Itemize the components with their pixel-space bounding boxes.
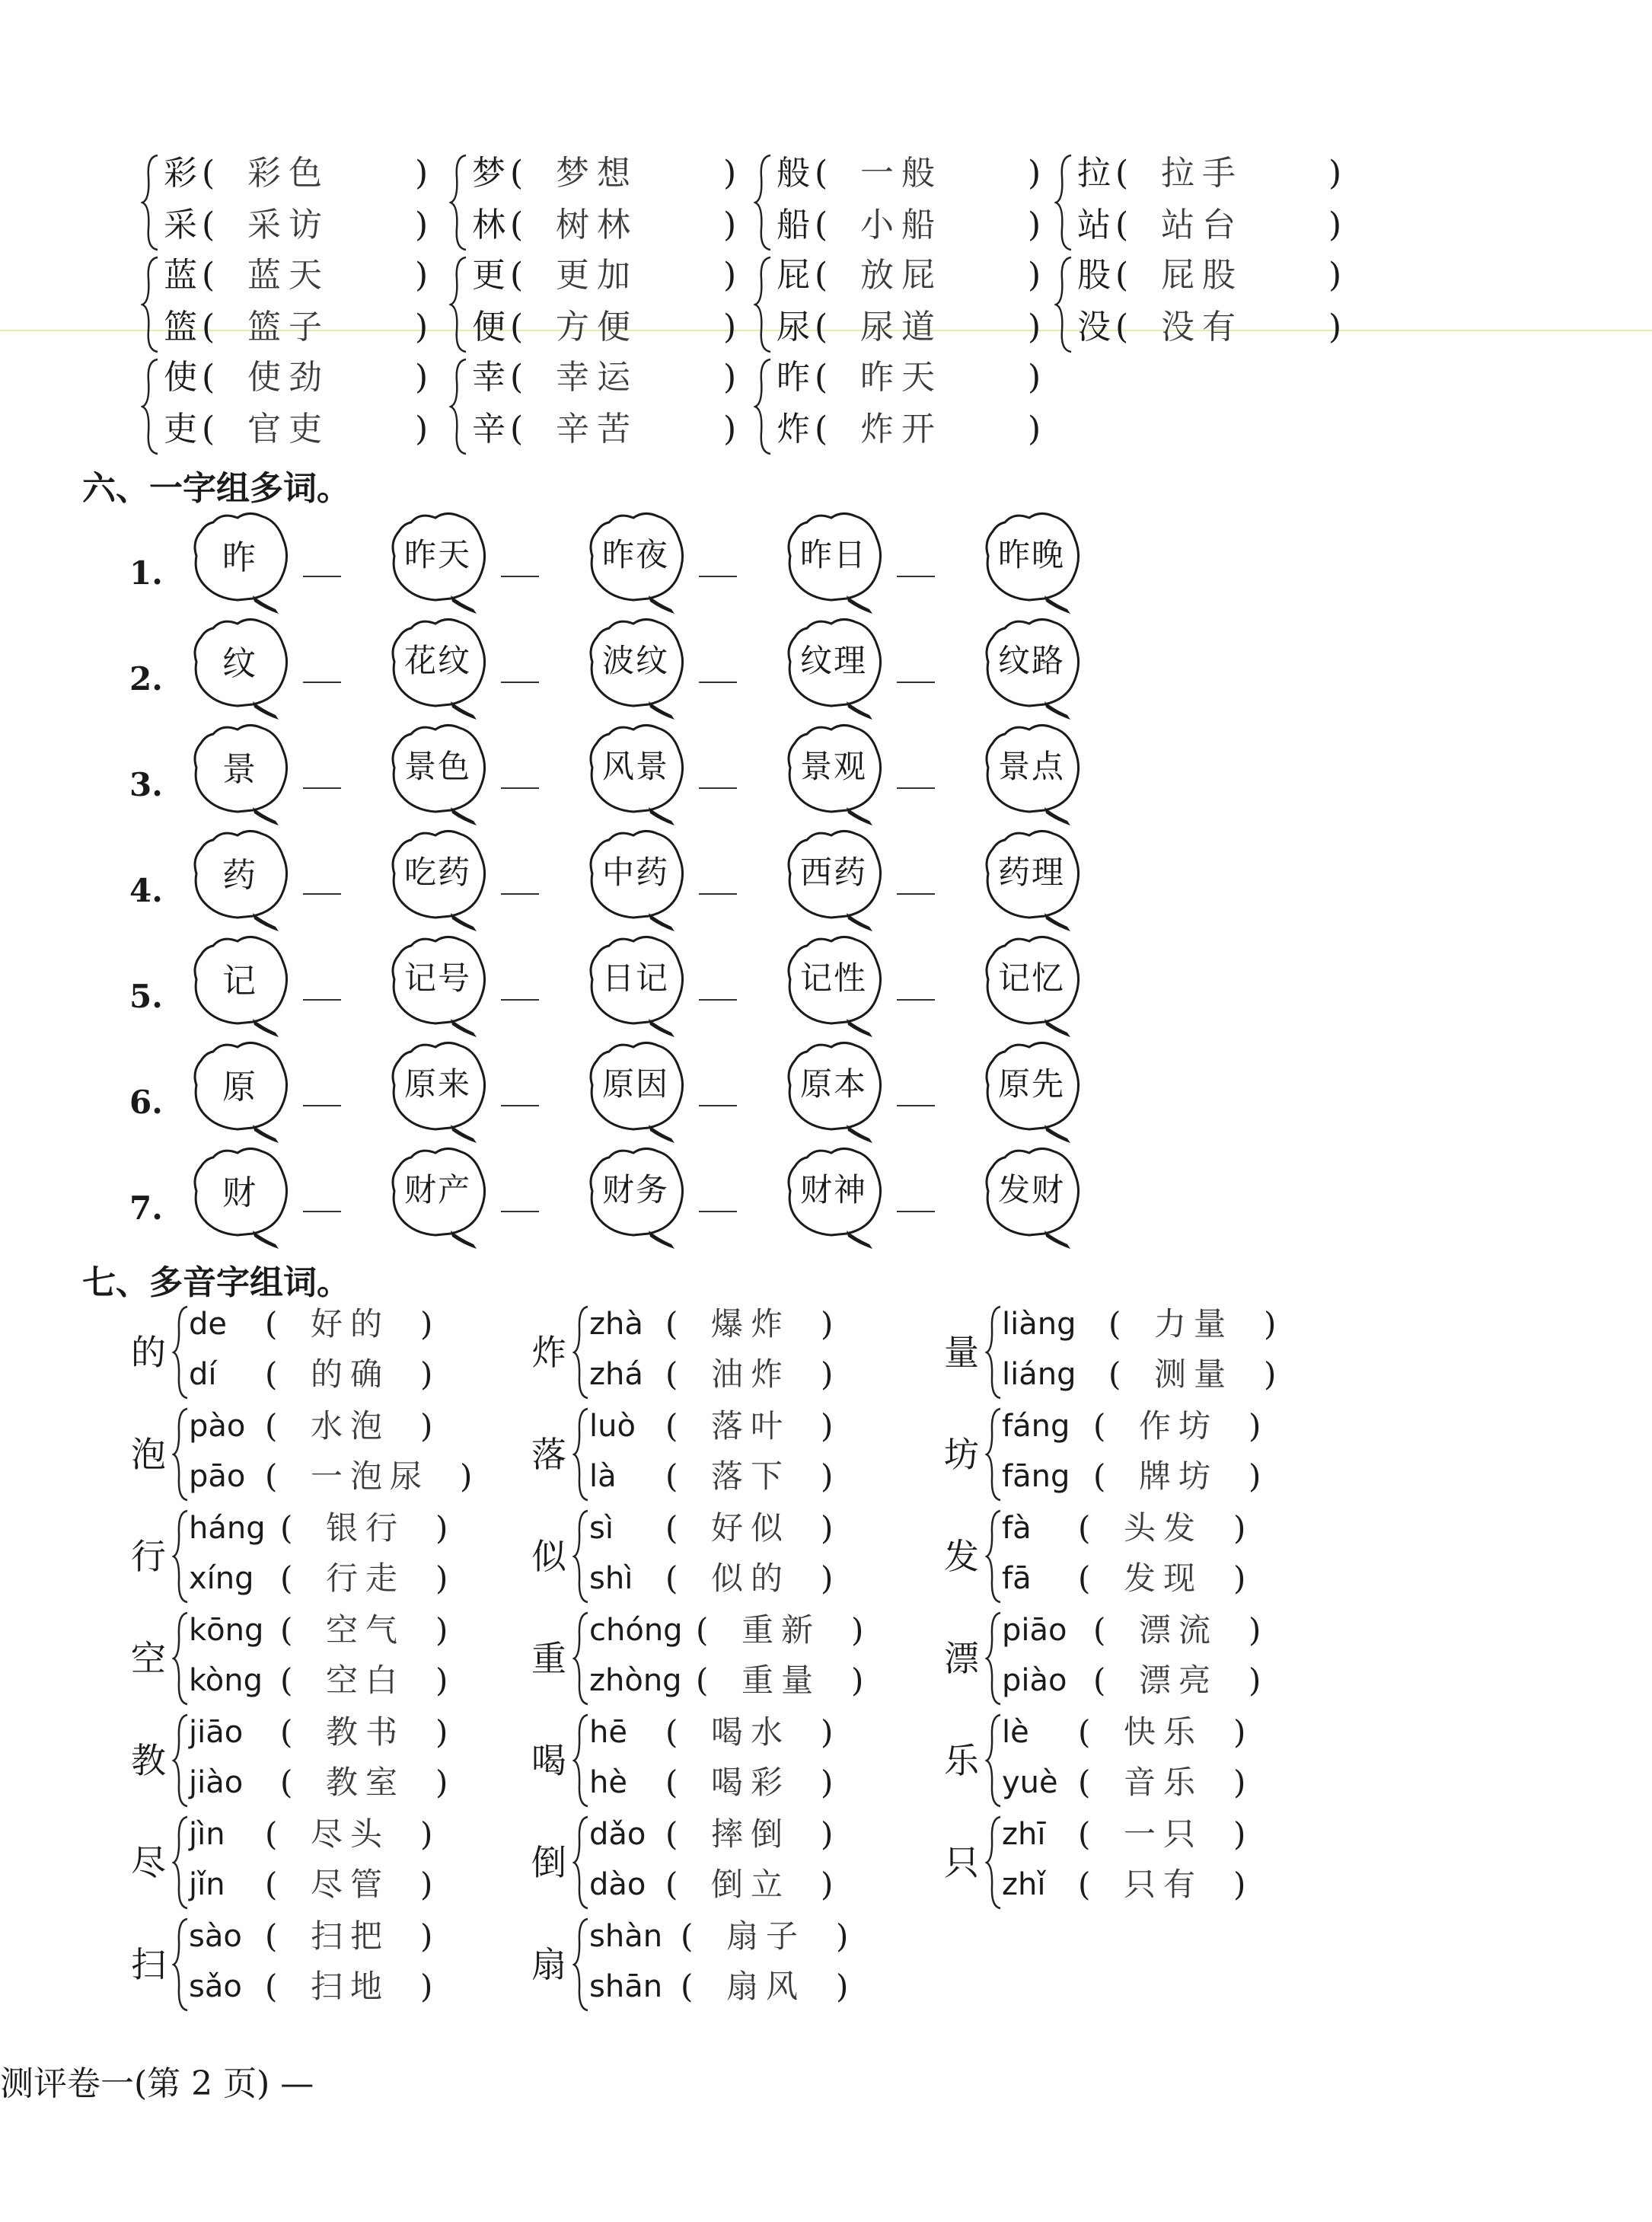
brace-icon (985, 1305, 1002, 1400)
leaf-word (579, 826, 700, 933)
connector-line (897, 893, 935, 895)
connector-line (501, 787, 539, 789)
polyphonic-char: 炸 (531, 1332, 566, 1373)
answer-text: 好的 (311, 1305, 391, 1342)
leaf-text: 昨日 (799, 536, 867, 573)
answer-text: 摔倒 (711, 1815, 791, 1853)
leaf-text: 昨 (222, 538, 257, 577)
brace-icon (572, 1713, 589, 1808)
answer-text: 作坊 (1139, 1407, 1219, 1445)
pair-item: 更 ( 更加 ) 便 ( 方便 ) (449, 251, 738, 358)
answer-text: 落下 (711, 1457, 791, 1495)
pinyin-text: chóng (589, 1613, 683, 1648)
leaf-text: 原 (222, 1068, 257, 1106)
answer-text: 尽头 (311, 1815, 391, 1853)
answer-text: 篮子 (247, 308, 330, 346)
pinyin-text: dǎo (589, 1817, 646, 1852)
answer-text: 银行 (326, 1509, 406, 1547)
polyphonic-char: 重 (531, 1638, 566, 1679)
pinyin-text: fāng (1002, 1459, 1070, 1494)
pinyin-text: zhá (589, 1357, 643, 1392)
leaf-text: 财 (222, 1173, 257, 1212)
leaf-word (777, 720, 898, 827)
connector-line (699, 893, 737, 895)
pair-item: 蓝 ( 蓝天 ) 篮 ( 篮子 ) (141, 251, 430, 358)
answer-text: 水泡 (311, 1407, 391, 1445)
leaf-root-char (183, 1038, 305, 1145)
connector-line (699, 1211, 737, 1212)
answer-text: 音乐 (1124, 1764, 1204, 1801)
brace-icon (572, 1509, 589, 1604)
leaf-word (381, 1144, 502, 1250)
brace-icon (141, 358, 161, 455)
leaf-text: 昨天 (403, 536, 471, 573)
pinyin-text: fā (1002, 1561, 1032, 1596)
pinyin-text: kòng (189, 1663, 263, 1698)
pinyin-text: fà (1002, 1511, 1032, 1546)
section-6-heading: 六、一字组多词。 (82, 469, 350, 508)
answer-text: 的确 (311, 1355, 391, 1393)
connector-line (897, 1211, 935, 1212)
connector-line (699, 576, 737, 577)
page-footer: 测评卷一(第 2 页) — (0, 2064, 314, 2103)
brace-icon (1054, 154, 1074, 251)
leaf-root-char (183, 615, 305, 721)
pinyin-text: liàng (1002, 1307, 1076, 1342)
connector-line (501, 1211, 539, 1212)
polyphonic-item: 空 kōng ( 空气 ) kòng ( 空白 ) (131, 1607, 527, 1710)
leaf-text: 原来 (403, 1065, 471, 1103)
pair-item: 股 ( 屁股 ) 没 ( 没有 ) (1054, 251, 1344, 358)
answer-text: 测量 (1154, 1355, 1234, 1393)
connector-line (501, 893, 539, 895)
connector-line (501, 682, 539, 683)
leaf-text: 昨夜 (601, 536, 669, 573)
pinyin-text: zhǐ (1002, 1867, 1046, 1902)
answer-text: 扫把 (311, 1917, 391, 1955)
pinyin-text: dào (589, 1867, 646, 1902)
leaf-text: 日记 (601, 959, 669, 997)
brace-icon (172, 1407, 189, 1502)
answer-text: 空气 (326, 1611, 406, 1649)
leaf-row (129, 826, 1119, 933)
leaf-text: 药理 (997, 854, 1065, 891)
leaf-text: 原本 (799, 1065, 867, 1103)
pinyin-text: pāo (189, 1459, 246, 1494)
leaf-word (381, 720, 502, 827)
pinyin-text: pào (189, 1409, 246, 1444)
connector-line (303, 576, 341, 577)
polyphonic-char: 尽 (131, 1842, 166, 1883)
answer-text: 漂亮 (1139, 1662, 1219, 1699)
connector-line (897, 576, 935, 577)
leaf-root-char (183, 720, 305, 827)
pinyin-text: sǎo (189, 1969, 242, 2004)
leaf-text: 吃药 (403, 854, 471, 891)
leaf-word (381, 826, 502, 933)
leaf-word (579, 615, 700, 721)
pinyin-text: dí (189, 1357, 217, 1392)
pinyin-text: fáng (1002, 1409, 1070, 1444)
answer-text: 扇风 (726, 1968, 806, 2005)
polyphonic-char: 空 (131, 1638, 166, 1679)
brace-icon (449, 256, 469, 353)
leaf-text: 景 (222, 750, 257, 789)
polyphonic-item: 乐 lè ( 快乐 ) yuè ( 音乐 ) (944, 1709, 1340, 1812)
polyphonic-item: 扫 sào ( 扫把 ) sǎo ( 扫地 ) (131, 1913, 527, 2016)
leaf-text: 财产 (403, 1171, 471, 1208)
answer-text: 扇子 (726, 1917, 806, 1955)
brace-icon (754, 256, 773, 353)
answer-text: 扫地 (311, 1968, 391, 2005)
polyphonic-char: 乐 (944, 1740, 979, 1781)
leaf-text: 西药 (799, 854, 867, 891)
polyphonic-item: 倒 dǎo ( 摔倒 ) dào ( 倒立 ) (531, 1811, 927, 1914)
brace-icon (754, 358, 773, 455)
brace-icon (172, 1815, 189, 1910)
leaf-text: 纹理 (799, 642, 867, 679)
polyphonic-char: 落 (531, 1434, 566, 1475)
pinyin-text: jǐn (189, 1867, 225, 1902)
leaf-row (129, 1144, 1119, 1250)
answer-text: 落叶 (711, 1407, 791, 1445)
pinyin-text: liáng (1002, 1357, 1076, 1392)
pair-item: 昨 ( 昨天 ) 炸 ( 炸开 ) (754, 353, 1043, 460)
polyphonic-item: 泡 pào ( 水泡 ) pāo ( 一泡尿 ) (131, 1403, 527, 1506)
row-number: 5. (129, 978, 163, 1015)
leaf-word (974, 615, 1096, 721)
connector-line (303, 1211, 341, 1212)
pair-item: 彩 ( 彩色 ) 采 ( 采访 ) (141, 149, 430, 256)
pinyin-text: zhòng (589, 1663, 682, 1698)
polyphonic-item: 漂 piāo ( 漂流 ) piào ( 漂亮 ) (944, 1607, 1340, 1710)
leaf-text: 记 (222, 962, 257, 1001)
answer-text: 牌坊 (1139, 1457, 1219, 1495)
connector-line (897, 682, 935, 683)
connector-line (699, 1105, 737, 1106)
connector-line (501, 1105, 539, 1106)
pinyin-text: zhà (589, 1307, 643, 1342)
answer-text: 似的 (711, 1560, 791, 1597)
polyphonic-char: 漂 (944, 1638, 979, 1679)
polyphonic-item: 量 liàng ( 力量 ) liáng ( 测量 ) (944, 1301, 1340, 1404)
connector-line (303, 787, 341, 789)
polyphonic-item: 尽 jìn ( 尽头 ) jǐn ( 尽管 ) (131, 1811, 527, 1914)
answer-text: 头发 (1124, 1509, 1204, 1547)
leaf-text: 发财 (997, 1171, 1065, 1208)
polyphonic-char: 量 (944, 1332, 979, 1373)
leaf-row (129, 509, 1119, 615)
brace-icon (172, 1509, 189, 1604)
brace-icon (985, 1509, 1002, 1604)
brace-icon (172, 1713, 189, 1808)
leaf-text: 纹路 (997, 642, 1065, 679)
leaf-text: 景点 (997, 748, 1065, 785)
answer-text: 梦想 (556, 154, 638, 193)
connector-line (897, 1105, 935, 1106)
leaf-word (777, 615, 898, 721)
answer-text: 辛苦 (556, 410, 638, 449)
answer-text: 空白 (326, 1662, 406, 1699)
polyphonic-item: 只 zhī ( 一只 ) zhǐ ( 只有 ) (944, 1811, 1340, 1914)
polyphonic-item: 坊 fáng ( 作坊 ) fāng ( 牌坊 ) (944, 1403, 1340, 1506)
answer-text: 重量 (741, 1662, 821, 1699)
row-number: 4. (129, 872, 163, 909)
answer-text: 蓝天 (247, 256, 330, 295)
brace-icon (172, 1917, 189, 2012)
pinyin-text: zhī (1002, 1817, 1046, 1852)
leaf-word (579, 932, 700, 1039)
brace-icon (572, 1815, 589, 1910)
leaf-text: 波纹 (601, 642, 669, 679)
leaf-text: 花纹 (403, 642, 471, 679)
polyphonic-char: 泡 (131, 1434, 166, 1475)
leaf-word (381, 1038, 502, 1145)
answer-text: 更加 (556, 256, 638, 295)
pinyin-text: luò (589, 1409, 636, 1444)
pinyin-text: sào (189, 1919, 242, 1954)
answer-text: 方便 (556, 308, 638, 346)
leaf-word (974, 509, 1096, 615)
leaf-row (129, 932, 1119, 1039)
polyphonic-item: 的 de ( 好的 ) dí ( 的确 ) (131, 1301, 527, 1404)
polyphonic-char: 扫 (131, 1944, 166, 1985)
leaf-root-char (183, 826, 305, 933)
pinyin-text: hè (589, 1765, 627, 1800)
answer-text: 爆炸 (711, 1305, 791, 1342)
leaf-word (579, 720, 700, 827)
leaf-word (974, 1038, 1096, 1145)
answer-text: 站台 (1161, 206, 1243, 244)
leaf-text: 原先 (997, 1065, 1065, 1103)
answer-text: 快乐 (1124, 1713, 1204, 1751)
pinyin-text: là (589, 1459, 617, 1494)
leaf-word (381, 615, 502, 721)
leaf-root-char (183, 1144, 305, 1250)
pinyin-text: hē (589, 1715, 627, 1750)
answer-text: 没有 (1161, 308, 1243, 346)
leaf-text: 风景 (601, 748, 669, 785)
answer-text: 喝彩 (711, 1764, 791, 1801)
pinyin-text: shì (589, 1561, 633, 1596)
answer-text: 昨天 (860, 358, 942, 397)
pair-item: 使 ( 使劲 ) 吏 ( 官吏 ) (141, 353, 430, 460)
answer-text: 屁股 (1161, 256, 1243, 295)
answer-text: 好似 (711, 1509, 791, 1547)
pair-item: 屁 ( 放屁 ) 尿 ( 尿道 ) (754, 251, 1043, 358)
leaf-root-char (183, 509, 305, 615)
polyphonic-item: 扇 shàn ( 扇子 ) shān ( 扇风 ) (531, 1913, 927, 2016)
brace-icon (572, 1407, 589, 1502)
polyphonic-item: 似 sì ( 好似 ) shì ( 似的 ) (531, 1505, 927, 1608)
leaf-word (974, 826, 1096, 933)
answer-text: 尽管 (311, 1866, 391, 1903)
leaf-word (777, 932, 898, 1039)
leaf-word (974, 932, 1096, 1039)
answer-text: 幸运 (556, 358, 638, 397)
leaf-text: 中药 (601, 854, 669, 891)
connector-line (303, 1105, 341, 1106)
polyphonic-char: 坊 (944, 1434, 979, 1475)
pair-item: 般 ( 一般 ) 船 ( 小船 ) (754, 149, 1043, 256)
leaf-row (129, 1038, 1119, 1145)
row-number: 2. (129, 660, 163, 698)
pinyin-text: piāo (1002, 1613, 1067, 1648)
polyphonic-item: 教 jiāo ( 教书 ) jiào ( 教室 ) (131, 1709, 527, 1812)
answer-text: 油炸 (711, 1355, 791, 1393)
brace-icon (985, 1815, 1002, 1910)
answer-text: 发现 (1124, 1560, 1204, 1597)
polyphonic-char: 行 (131, 1536, 166, 1577)
answer-text: 小船 (860, 206, 942, 244)
answer-text: 只有 (1124, 1866, 1204, 1903)
connector-line (303, 999, 341, 1001)
pinyin-text: de (189, 1307, 227, 1342)
leaf-word (777, 1144, 898, 1250)
polyphonic-char: 似 (531, 1536, 566, 1577)
leaf-root-char (183, 932, 305, 1039)
answer-text: 行走 (326, 1560, 406, 1597)
connector-line (897, 787, 935, 789)
brace-icon (572, 1305, 589, 1400)
pinyin-text: xíng (189, 1561, 254, 1596)
row-number: 1. (129, 554, 163, 592)
leaf-text: 财务 (601, 1171, 669, 1208)
brace-icon (754, 154, 773, 251)
connector-line (699, 682, 737, 683)
connector-line (303, 893, 341, 895)
row-number: 6. (129, 1084, 163, 1121)
brace-icon (449, 154, 469, 251)
polyphonic-char: 喝 (531, 1740, 566, 1781)
brace-icon (572, 1611, 589, 1706)
polyphonic-char: 教 (131, 1740, 166, 1781)
connector-line (501, 999, 539, 1001)
connector-line (303, 682, 341, 683)
pair-item: 拉 ( 拉手 ) 站 ( 站台 ) (1054, 149, 1344, 256)
leaf-text: 纹 (222, 644, 257, 683)
brace-icon (141, 256, 161, 353)
pair-item: 幸 ( 幸运 ) 辛 ( 辛苦 ) (449, 353, 738, 460)
answer-text: 官吏 (247, 410, 330, 449)
brace-icon (985, 1713, 1002, 1808)
polyphonic-char: 发 (944, 1536, 979, 1577)
leaf-text: 景观 (799, 748, 867, 785)
brace-icon (172, 1611, 189, 1706)
leaf-row (129, 720, 1119, 827)
row-number: 7. (129, 1189, 163, 1227)
pair-item: 梦 ( 梦想 ) 林 ( 树林 ) (449, 149, 738, 256)
brace-icon (572, 1917, 589, 2012)
leaf-word (777, 509, 898, 615)
pinyin-text: piào (1002, 1663, 1067, 1698)
leaf-text: 昨晚 (997, 536, 1065, 573)
answer-text: 力量 (1154, 1305, 1234, 1342)
pinyin-text: háng (189, 1511, 266, 1546)
answer-text: 采访 (247, 206, 330, 244)
answer-text: 炸开 (860, 410, 942, 449)
answer-text: 一般 (860, 154, 942, 193)
pinyin-text: lè (1002, 1715, 1029, 1750)
answer-text: 教书 (326, 1713, 406, 1751)
polyphonic-char: 倒 (531, 1842, 566, 1883)
pinyin-text: sì (589, 1511, 614, 1546)
pinyin-text: shàn (589, 1919, 663, 1954)
brace-icon (141, 154, 161, 251)
answer-text: 拉手 (1161, 154, 1243, 193)
polyphonic-char: 的 (131, 1332, 166, 1373)
answer-text: 漂流 (1139, 1611, 1219, 1649)
brace-icon (1054, 256, 1074, 353)
leaf-text: 药 (222, 856, 257, 895)
polyphonic-item: 重 chóng ( 重新 ) zhòng ( 重量 ) (531, 1607, 927, 1710)
answer-text: 树林 (556, 206, 638, 244)
connector-line (501, 576, 539, 577)
answer-text: 彩色 (247, 154, 330, 193)
brace-icon (985, 1611, 1002, 1706)
leaf-word (381, 932, 502, 1039)
answer-text: 重新 (741, 1611, 821, 1649)
polyphonic-item: 落 luò ( 落叶 ) là ( 落下 ) (531, 1403, 927, 1506)
section-7-heading: 七、多音字组词。 (82, 1263, 350, 1302)
answer-text: 倒立 (711, 1866, 791, 1903)
pinyin-text: shān (589, 1969, 663, 2004)
leaf-text: 记忆 (997, 959, 1065, 997)
pinyin-text: jiāo (189, 1715, 244, 1750)
polyphonic-item: 发 fà ( 头发 ) fā ( 发现 ) (944, 1505, 1340, 1608)
leaf-word (974, 720, 1096, 827)
polyphonic-item: 行 háng ( 银行 ) xíng ( 行走 ) (131, 1505, 527, 1608)
polyphonic-item: 喝 hē ( 喝水 ) hè ( 喝彩 ) (531, 1709, 927, 1812)
row-number: 3. (129, 766, 163, 803)
answer-text: 一泡尿 (311, 1457, 430, 1495)
brace-icon (449, 358, 469, 455)
pinyin-text: kōng (189, 1613, 264, 1648)
connector-line (699, 787, 737, 789)
answer-text: 尿道 (860, 308, 942, 346)
answer-text: 教室 (326, 1764, 406, 1801)
leaf-text: 财神 (799, 1171, 867, 1208)
leaf-word (579, 1038, 700, 1145)
brace-icon (985, 1407, 1002, 1502)
polyphonic-char: 只 (944, 1842, 979, 1883)
answer-text: 一只 (1124, 1815, 1204, 1853)
connector-line (699, 999, 737, 1001)
leaf-word (777, 826, 898, 933)
answer-text: 使劲 (247, 358, 330, 397)
leaf-word (381, 509, 502, 615)
answer-text: 喝水 (711, 1713, 791, 1751)
leaf-row (129, 615, 1119, 721)
leaf-text: 原因 (601, 1065, 669, 1103)
answer-text: 放屁 (860, 256, 942, 295)
connector-line (897, 999, 935, 1001)
leaf-word (974, 1144, 1096, 1250)
pinyin-text: jiào (189, 1765, 244, 1800)
leaf-text: 记性 (799, 959, 867, 997)
leaf-word (579, 1144, 700, 1250)
brace-icon (172, 1305, 189, 1400)
leaf-word (579, 509, 700, 615)
polyphonic-char: 扇 (531, 1944, 566, 1985)
leaf-text: 景色 (403, 748, 471, 785)
leaf-word (777, 1038, 898, 1145)
leaf-text: 记号 (403, 959, 471, 997)
polyphonic-item: 炸 zhà ( 爆炸 ) zhá ( 油炸 ) (531, 1301, 927, 1404)
pinyin-text: yuè (1002, 1765, 1058, 1800)
pinyin-text: jìn (189, 1817, 225, 1852)
